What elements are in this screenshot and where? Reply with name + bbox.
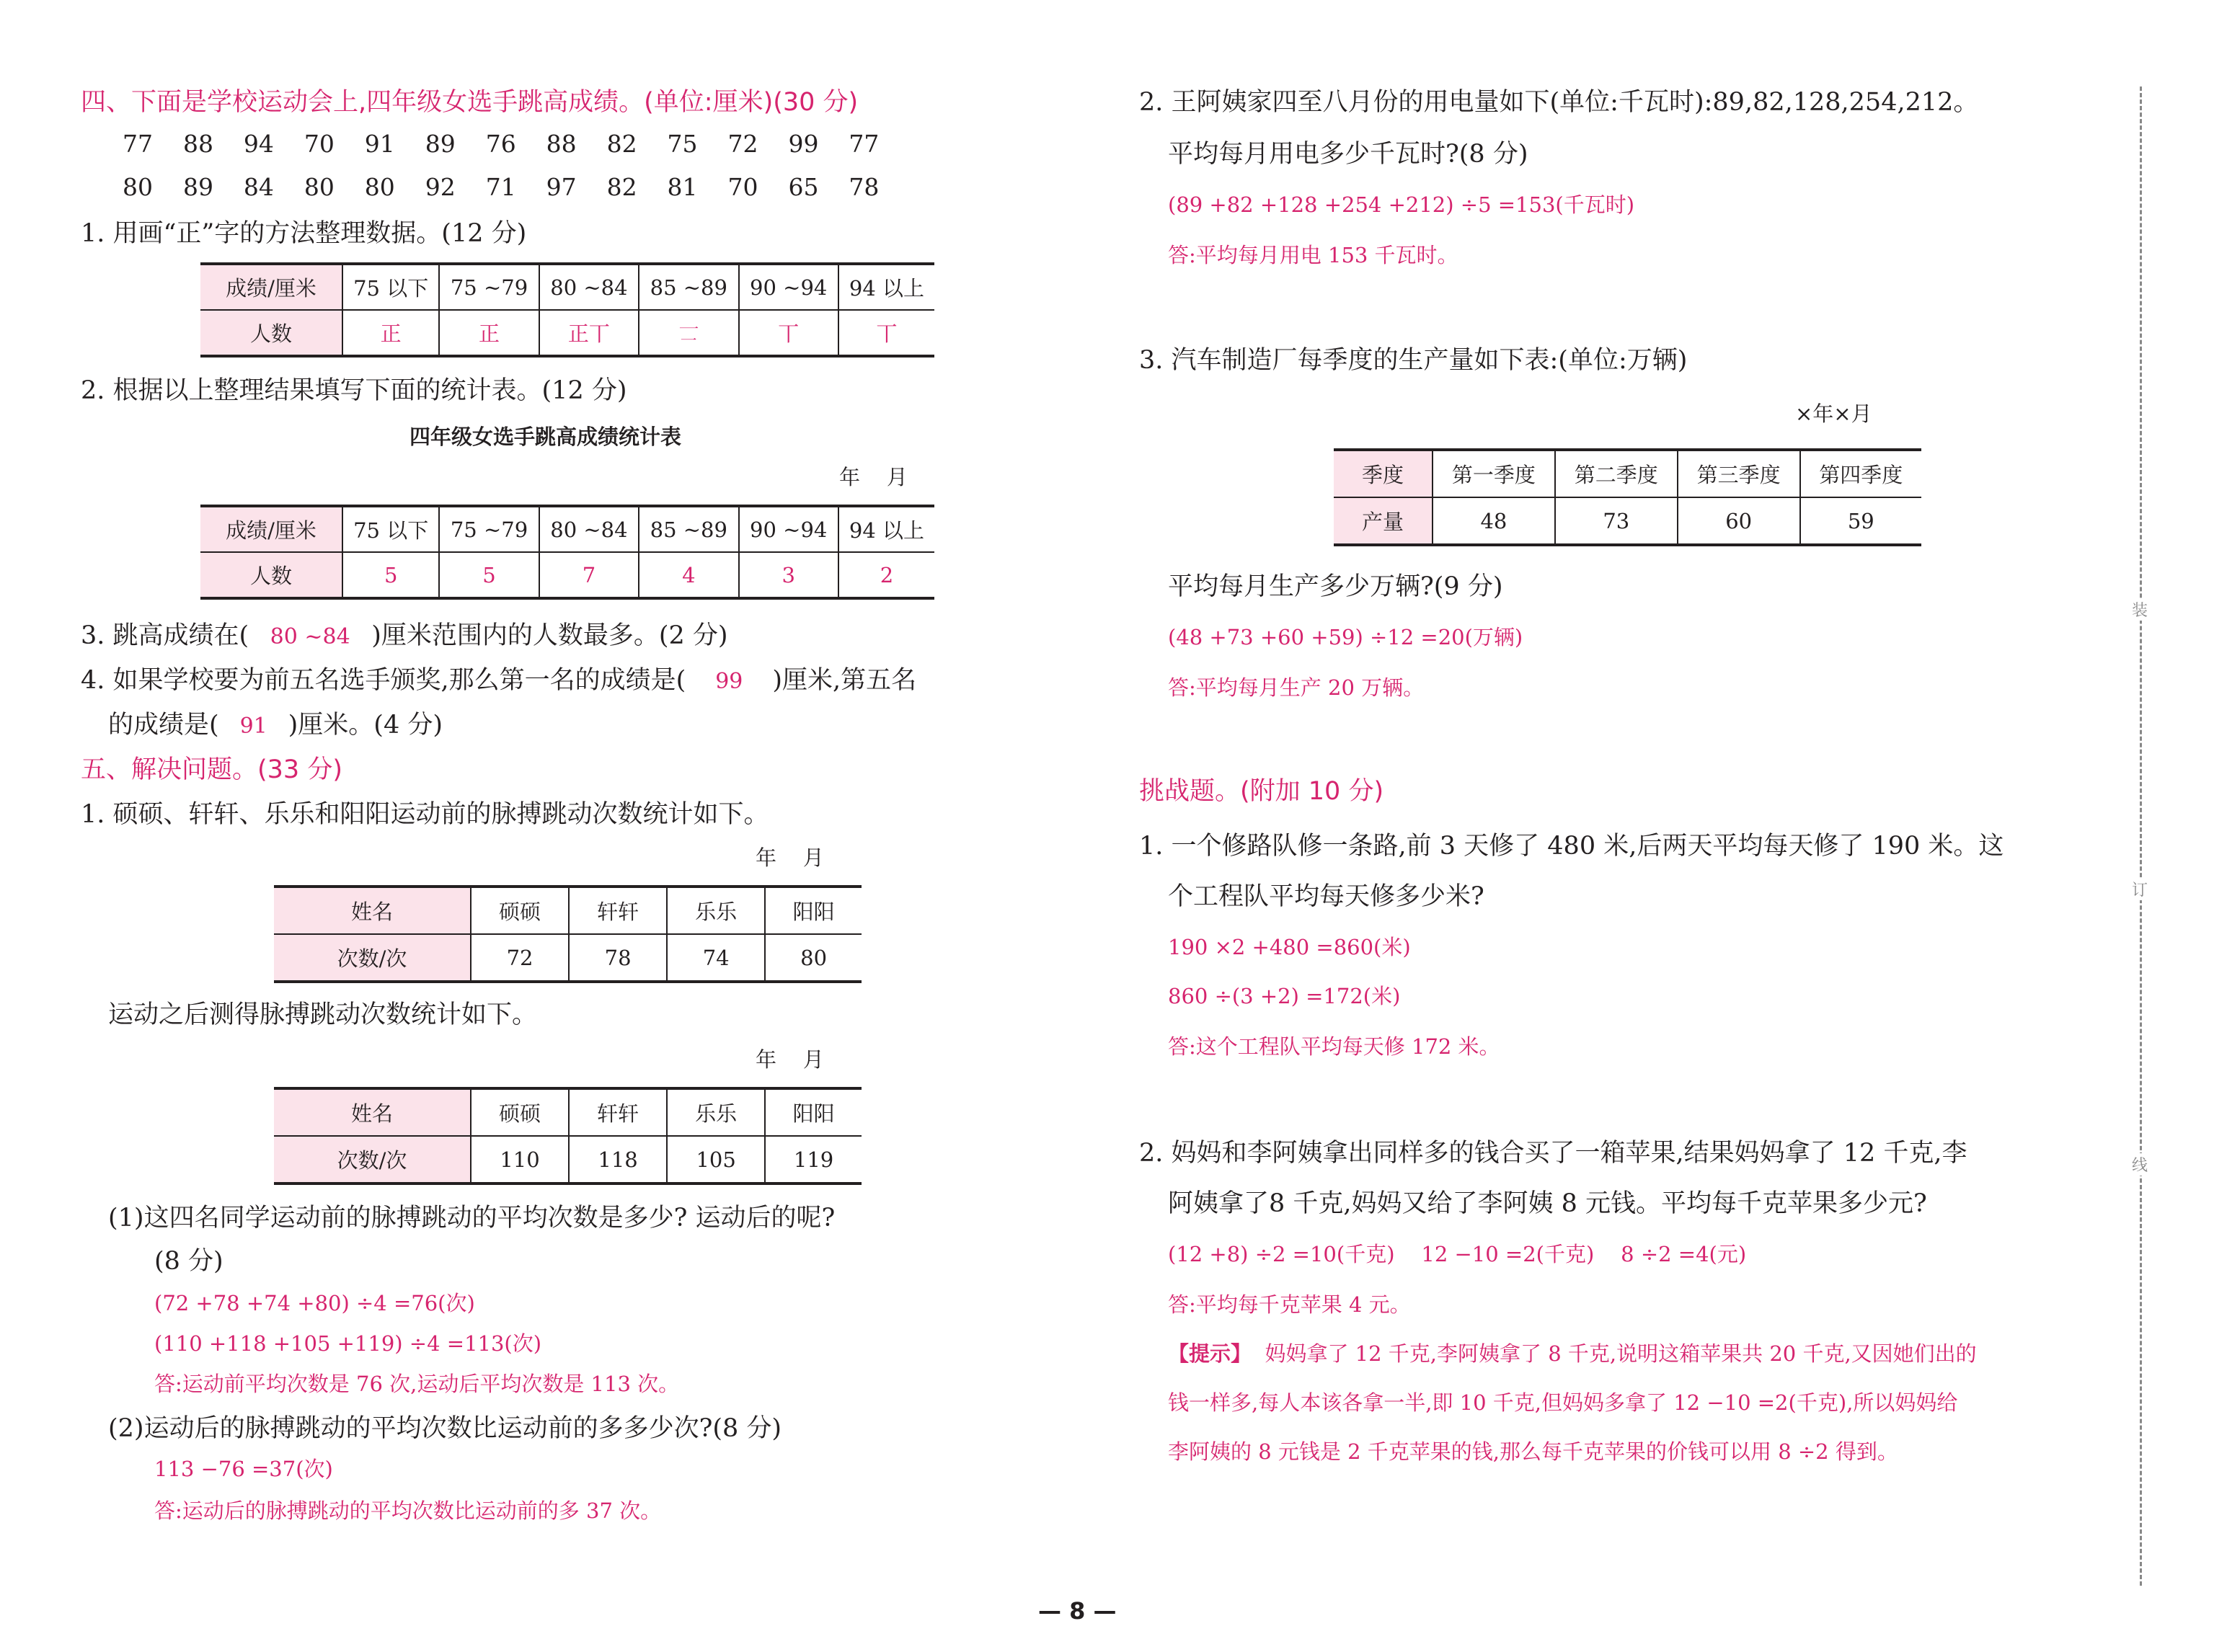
table-header-cell: 第四季度 (1800, 450, 1921, 497)
table-header-cell: 成绩/厘米 (200, 264, 342, 310)
answer-line: 190 ×2 +480 =860(米) (1168, 935, 1411, 959)
question-r-2-ask: 平均每月用电多少千瓦时?(8 分) (1168, 140, 1528, 169)
text: 4. 如果学校要为前五名选手颁奖,那么第一名的成绩是( (81, 666, 686, 695)
hint-line (1168, 1341, 1977, 1367)
challenge-title: 挑战题。(附加 10 分) (1139, 777, 1384, 806)
table-cell: 48 (1433, 497, 1555, 545)
question-4-1: 1. 用画“正”字的方法整理数据。(12 分) (81, 219, 527, 248)
table-cell: 5 (342, 552, 439, 598)
answer-blank: 91 (239, 714, 267, 739)
binding-char: 线 (2130, 1153, 2149, 1176)
text: 的成绩是( (108, 711, 219, 740)
hint-line: 李阿姨的 8 元钱是 2 千克苹果的钱,那么每千克苹果的价钱可以用 8 ÷2 得到。 (1168, 1439, 1898, 1464)
table-header-cell: 姓名 (274, 887, 471, 934)
table-header-cell: 85 ~89 (639, 264, 738, 310)
data-row-2: 80 89 84 80 80 92 71 97 82 81 70 65 78 (123, 173, 880, 201)
challenge-q2: 2. 妈妈和李阿姨拿出同样多的钱合买了一箱苹果,结果妈妈拿了 12 千克,李 (1139, 1139, 1967, 1168)
table-header-cell: 85 ~89 (639, 506, 738, 552)
table-header-cell: 90 ~94 (739, 506, 838, 552)
tally-mark: 正 (439, 310, 539, 356)
table-header-cell: 75 以下 (342, 264, 439, 310)
question-4-3 (81, 620, 728, 653)
table-header-cell: 94 以上 (838, 506, 934, 552)
table-header-cell: 第一季度 (1433, 450, 1555, 497)
answer-line: 答:平均每月生产 20 万辆。 (1168, 675, 1425, 700)
table-cell: 74 (667, 934, 765, 982)
tally-mark: 正丅 (539, 310, 639, 356)
table-cell: 7 (539, 552, 639, 598)
production-table (1334, 448, 1921, 546)
answer-line: 答:运动后的脉搏跳动的平均次数比运动前的多 37 次。 (154, 1498, 662, 1523)
table-cell: 110 (471, 1136, 569, 1184)
sub-question-1: (1)这四名同学运动前的脉搏跳动的平均次数是多少? 运动后的呢? (108, 1204, 836, 1233)
sub-question-1-score: (8 分) (154, 1247, 223, 1276)
answer-blank: 99 (715, 669, 743, 694)
answer-line: (72 +78 +74 +80) ÷4 =76(次) (154, 1291, 475, 1315)
binding-line (2140, 86, 2142, 1586)
table-header-cell: 80 ~84 (539, 264, 639, 310)
table-header-cell: 硕硕 (471, 1088, 569, 1136)
hint-line: 钱一样多,每人本该各拿一半,即 10 千克,但妈妈多拿了 12 −10 =2(千克),所以妈妈给 (1168, 1390, 1958, 1415)
table-header-cell: 第二季度 (1555, 450, 1678, 497)
question-5-1: 1. 硕硕、轩轩、乐乐和阳阳运动前的脉搏跳动次数统计如下。 (81, 800, 769, 829)
tally-table (200, 262, 934, 358)
binding-char: 订 (2130, 878, 2149, 900)
table-date: 年 月 (756, 845, 824, 870)
tally-mark: 丅 (739, 310, 838, 356)
table-cell: 59 (1800, 497, 1921, 545)
table-cell: 3 (739, 552, 838, 598)
table-row-label: 次数/次 (274, 1136, 471, 1184)
table-header-cell: 94 以上 (838, 264, 934, 310)
table-title: 四年级女选手跳高成绩统计表 (409, 425, 682, 449)
table-header-cell: 姓名 (274, 1088, 471, 1136)
table-cell: 5 (439, 552, 539, 598)
table-header-cell: 乐乐 (667, 1088, 765, 1136)
data-row-1: 77 88 94 70 91 89 76 88 82 75 72 99 77 (123, 130, 880, 158)
table-cell: 78 (569, 934, 667, 982)
table-cell: 105 (667, 1136, 765, 1184)
table-header-cell: 硕硕 (471, 887, 569, 934)
answer-line: (89 +82 +128 +254 +212) ÷5 =153(千瓦时) (1168, 192, 1635, 217)
answer-line: (12 +8) ÷2 =10(千克) 12 −10 =2(千克) 8 ÷2 =4(元) (1168, 1242, 1747, 1266)
hint-text: 妈妈拿了 12 千克,李阿姨拿了 8 千克,说明这箱苹果共 20 千克,又因她们出的 (1265, 1341, 1977, 1366)
table-header-cell: 轩轩 (569, 887, 667, 934)
section-5-title: 五、解决问题。(33 分) (81, 755, 342, 784)
tally-mark: 丅 (838, 310, 934, 356)
table-header-cell: 90 ~94 (739, 264, 838, 310)
table-row-label: 产量 (1334, 497, 1433, 545)
table-cell: 2 (838, 552, 934, 598)
table-cell: 119 (765, 1136, 862, 1184)
table-row-label: 次数/次 (274, 934, 471, 982)
answer-blank: 80 ~84 (270, 624, 350, 649)
table-header-cell: 季度 (1334, 450, 1433, 497)
question-r-3: 3. 汽车制造厂每季度的生产量如下表:(单位:万辆) (1139, 346, 1688, 375)
answer-line: 113 −76 =37(次) (154, 1457, 333, 1481)
question-4-4 (81, 665, 916, 698)
text: )厘米范围内的人数最多。(2 分) (371, 621, 728, 650)
table-date: ×年×月 (1795, 401, 1872, 426)
table-header-cell: 75 以下 (342, 506, 439, 552)
table-row-label: 人数 (200, 310, 342, 356)
table-cell: 80 (765, 934, 862, 982)
table-cell: 72 (471, 934, 569, 982)
table-cell: 60 (1678, 497, 1800, 545)
answer-line: 860 ÷(3 +2) =172(米) (1168, 984, 1401, 1008)
text: )厘米,第五名 (772, 666, 917, 695)
binding-char: 装 (2130, 598, 2149, 621)
challenge-q1: 1. 一个修路队修一条路,前 3 天修了 480 米,后两天平均每天修了 190 米。这 (1139, 832, 2004, 861)
question-4-2: 2. 根据以上整理结果填写下面的统计表。(12 分) (81, 376, 627, 405)
table-header-cell: 阳阳 (765, 1088, 862, 1136)
challenge-q1-cont: 个工程队平均每天修多少米? (1168, 882, 1484, 911)
after-exercise-text: 运动之后测得脉搏跳动次数统计如下。 (108, 1000, 538, 1029)
table-date: 年 月 (839, 465, 908, 489)
tally-mark: 𠄟 (639, 310, 738, 356)
section-4-title: 四、下面是学校运动会上,四年级女选手跳高成绩。(单位:厘米)(30 分) (81, 88, 859, 117)
table-header-cell: 成绩/厘米 (200, 506, 342, 552)
answer-line: 答:平均每千克苹果 4 元。 (1168, 1292, 1411, 1317)
table-header-cell: 第三季度 (1678, 450, 1800, 497)
table-cell: 4 (639, 552, 738, 598)
answer-line: 答:这个工程队平均每天修 172 米。 (1168, 1034, 1500, 1059)
table-header-cell: 80 ~84 (539, 506, 639, 552)
table-header-cell: 乐乐 (667, 887, 765, 934)
question-r-2: 2. 王阿姨家四至八月份的用电量如下(单位:千瓦时):89,82,128,254,212。 (1139, 88, 1979, 117)
text: 3. 跳高成绩在( (81, 621, 249, 650)
table-header-cell: 75 ~79 (439, 264, 539, 310)
tally-mark: 正 (342, 310, 439, 356)
table-row-label: 人数 (200, 552, 342, 598)
question-4-4-cont (108, 709, 443, 742)
text: )厘米。(4 分) (288, 711, 443, 740)
answer-line: (48 +73 +60 +59) ÷12 =20(万辆) (1168, 625, 1523, 649)
challenge-q2-cont: 阿姨拿了8 千克,妈妈又给了李阿姨 8 元钱。平均每千克苹果多少元? (1168, 1189, 1927, 1218)
hint-label: 【提示】 (1168, 1341, 1252, 1366)
question-r-3-ask: 平均每月生产多少万辆?(9 分) (1168, 572, 1503, 601)
pulse-after-table (274, 1087, 862, 1185)
answer-line: (110 +118 +105 +119) ÷4 =113(次) (154, 1331, 542, 1356)
table-header-cell: 75 ~79 (439, 506, 539, 552)
table-cell: 118 (569, 1136, 667, 1184)
page-number: — 8 — (1038, 1597, 1117, 1625)
pulse-before-table (274, 885, 862, 983)
answer-line: 答:运动前平均次数是 76 次,运动后平均次数是 113 次。 (154, 1372, 680, 1396)
sub-question-2: (2)运动后的脉搏跳动的平均次数比运动前的多多少次?(8 分) (108, 1414, 782, 1443)
table-header-cell: 阳阳 (765, 887, 862, 934)
stats-table (200, 505, 934, 600)
table-cell: 73 (1555, 497, 1678, 545)
table-date: 年 月 (756, 1047, 824, 1072)
answer-line: 答:平均每月用电 153 千瓦时。 (1168, 243, 1458, 267)
table-header-cell: 轩轩 (569, 1088, 667, 1136)
